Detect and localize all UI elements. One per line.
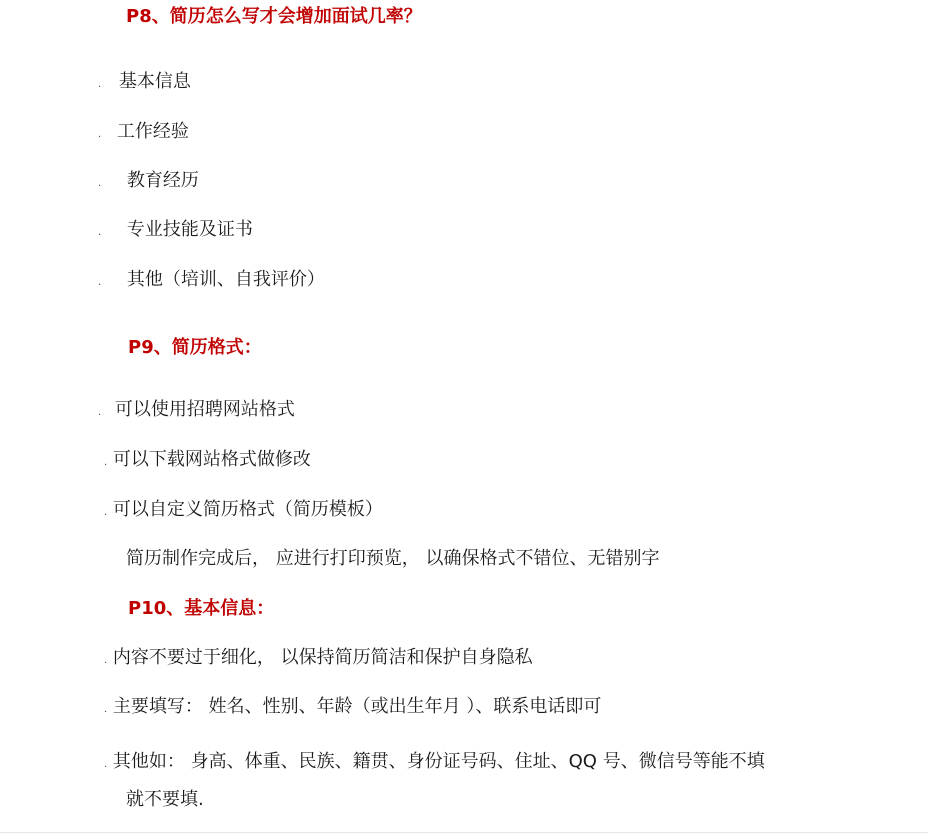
bullet-dot: . <box>104 759 108 770</box>
heading-p9: P9、简历格式： <box>128 337 262 358</box>
list-item-text: 主要填写： 姓名、性别、年龄（或出生年月 ）、联系电话即可 <box>112 696 602 717</box>
bullet-dot: . <box>98 178 102 189</box>
bullet-dot: . <box>98 129 102 140</box>
list-item-text: 其他（培训、自我评价） <box>126 269 325 290</box>
list-item <box>104 750 765 777</box>
list-item <box>98 70 191 97</box>
list-item-text: 教育经历 <box>126 170 199 191</box>
list-item-text: 工作经验 <box>116 121 189 142</box>
bullet-dot: . <box>98 227 102 238</box>
continuation-text: 就不要填. <box>126 789 204 810</box>
list-item-text: 可以使用招聘网站格式 <box>114 399 295 420</box>
bullet-dot: . <box>104 704 108 715</box>
list-item <box>98 218 253 245</box>
list-item-text: 内容不要过于细化， 以保持简历简洁和保护自身隐私 <box>112 647 533 668</box>
list-item-text: 可以下载网站格式做修改 <box>112 449 311 470</box>
list-item <box>104 646 533 673</box>
list-item-text: 可以自定义简历格式（简历模板） <box>112 499 383 520</box>
bullet-dot: . <box>98 277 102 288</box>
bullet-dot: . <box>104 457 108 468</box>
list-item <box>98 120 189 147</box>
bullet-dot: . <box>104 655 108 666</box>
list-item <box>104 498 383 525</box>
heading-p8: P8、简历怎么写才会增加面试几率？ <box>126 6 422 27</box>
bullet-dot: . <box>98 407 102 418</box>
bullet-dot: . <box>98 79 102 90</box>
heading-p10: P10、基本信息： <box>128 598 275 619</box>
list-item-text: 其他如： 身高、体重、民族、籍贯、身份证号码、住址、QQ 号、微信号等能不填 <box>112 751 765 772</box>
list-item <box>104 448 311 475</box>
list-item <box>98 169 199 196</box>
list-item-text: 专业技能及证书 <box>126 219 253 240</box>
list-item <box>104 695 601 722</box>
bullet-dot: . <box>104 507 108 518</box>
note-text: 简历制作完成后， 应进行打印预览， 以确保格式不错位、无错别字 <box>126 548 660 569</box>
bottom-divider <box>0 832 928 833</box>
list-item-text: 基本信息 <box>118 71 191 92</box>
list-item <box>98 268 325 295</box>
list-item <box>98 398 295 425</box>
